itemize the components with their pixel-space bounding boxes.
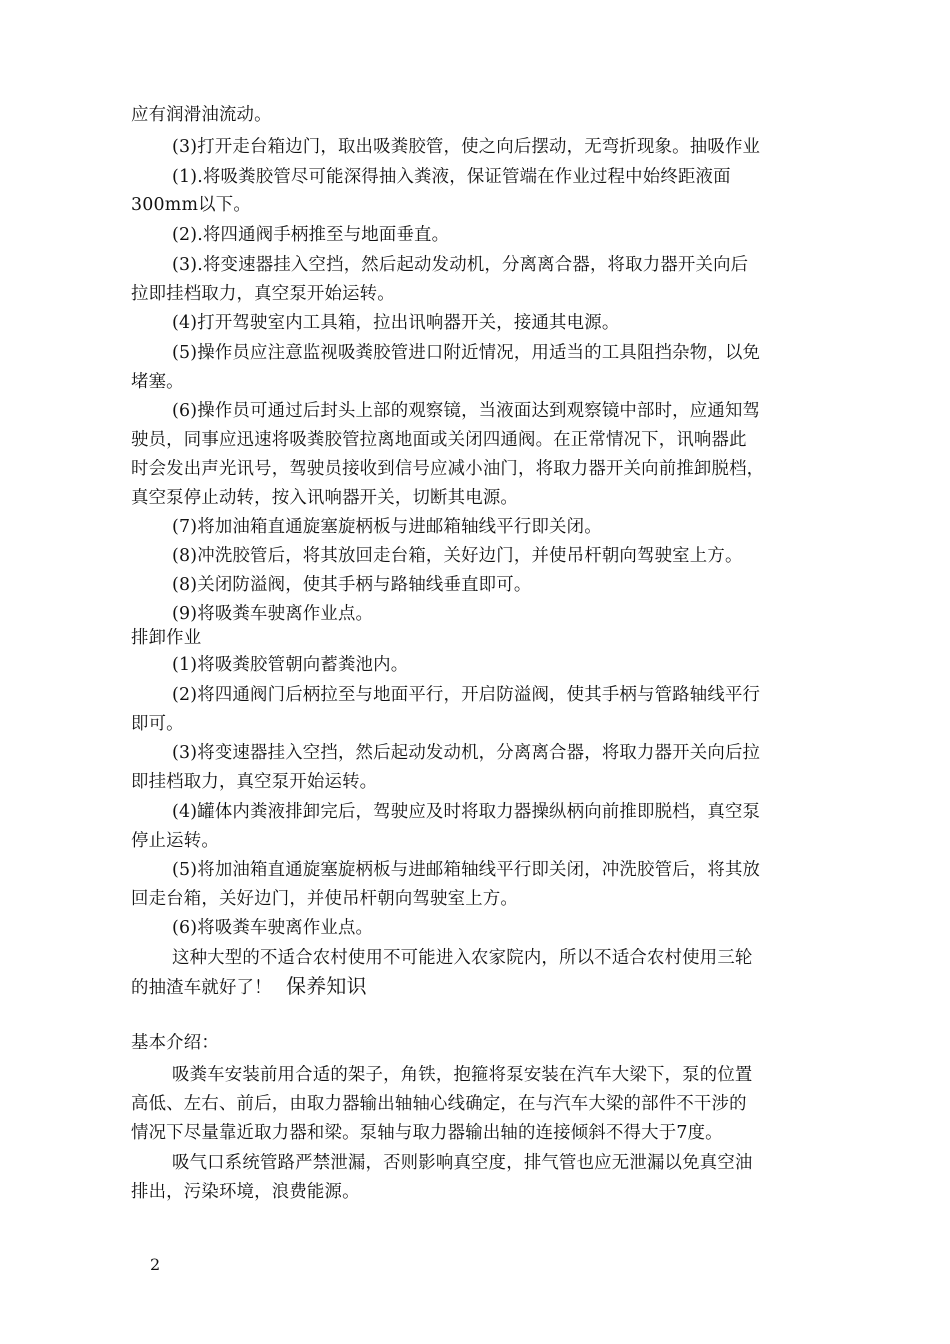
text-line: 时会发出声光讯号，驾驶员接收到信号应减小油门，将取力器开关向前推卸脱档， (131, 459, 765, 479)
text-line: (2)将四通阀门后柄拉至与地面平行，开启防溢阀，使其手柄与管路轴线平行 (172, 685, 761, 705)
text-line: 即挂档取力，真空泵开始运转。 (131, 772, 378, 792)
text-line: (1)将吸粪胶管朝向蓄粪池内。 (172, 655, 409, 675)
text-line: 应有润滑油流动。 (131, 105, 272, 125)
text-line: (1).将吸粪胶管尽可能深得抽入粪液，保证管端在作业过程中始终距液面 (172, 167, 731, 187)
text-line: (8)冲洗胶管后，将其放回走台箱，关好边门，并使吊杆朝向驾驶室上方。 (172, 546, 743, 566)
text-line: (6)将吸粪车驶离作业点。 (172, 918, 374, 938)
text-line: (9)将吸粪车驶离作业点。 (172, 604, 374, 624)
text-line: 回走台箱，关好边门，并使吊杆朝向驾驶室上方。 (131, 889, 518, 909)
text-line: 这种大型的不适合农村使用不可能进入农家院内，所以不适合农村使用三轮 (172, 948, 753, 968)
text-line: 吸气口系统管路严禁泄漏，否则影响真空度，排气管也应无泄漏以免真空油 (172, 1153, 753, 1173)
text-line: (5)将加油箱直通旋塞旋柄板与进邮箱轴线平行即关闭，冲洗胶管后，将其放 (172, 860, 761, 880)
text-line: (7)将加油箱直通旋塞旋柄板与进邮箱轴线平行即关闭。 (172, 517, 602, 537)
text-line: (3)打开走台箱边门，取出吸粪胶管，使之向后摆动，无弯折现象。抽吸作业 (172, 137, 761, 157)
text-line: 停止运转。 (131, 831, 219, 851)
text-line: 300mm以下。 (131, 195, 251, 215)
section-heading: 基本介绍： (131, 1033, 219, 1053)
text-line: 排出，污染环境，浪费能源。 (131, 1182, 360, 1202)
text-line: (3)将变速器挂入空挡，然后起动发动机，分离离合器，将取力器开关向后拉 (172, 743, 761, 763)
text-line: (2).将四通阀手柄推至与地面垂直。 (172, 225, 450, 245)
text-line: (6)操作员可通过后封头上部的观察镜，当液面达到观察镜中部时，应通知驾 (172, 401, 761, 421)
text-line: (3).将变速器挂入空挡，然后起动发动机，分离离合器，将取力器开关向后 (172, 255, 749, 275)
text-line: (4)打开驾驶室内工具箱，拉出讯响器开关，接通其电源。 (172, 313, 620, 333)
section-heading: 排卸作业 (131, 628, 202, 648)
text-line: 即可。 (131, 714, 184, 734)
text-line: 真空泵停止动转，按入讯响器开关，切断其电源。 (131, 488, 518, 508)
text-line: 驶员，同事应迅速将吸粪胶管拉离地面或关闭四通阀。在正常情况下，讯响器此 (131, 430, 747, 450)
text-line: 堵塞。 (131, 372, 184, 392)
text-line: (4)罐体内粪液排卸完后，驾驶应及时将取力器操纵柄向前推即脱档，真空泵 (172, 802, 761, 822)
section-heading: 保养知识 (286, 974, 367, 998)
text-line: 情况下尽量靠近取力器和梁。泵轴与取力器输出轴的连接倾斜不得大于7度。 (131, 1123, 723, 1143)
text-line: 拉即挂档取力，真空泵开始运转。 (131, 284, 395, 304)
text-line: (5)操作员应注意监视吸粪胶管进口附近情况，用适当的工具阻挡杂物，以免 (172, 343, 761, 363)
page-number: 2 (150, 1255, 161, 1274)
text-line: 吸粪车安装前用合适的架子，角铁，抱箍将泵安装在汽车大梁下，泵的位置 (172, 1065, 753, 1085)
text-line: 高低、左右、前后，由取力器输出轴轴心线确定，在与汽车大梁的部件不干涉的 (131, 1094, 747, 1114)
text-line: 的抽渣车就好了！ (131, 978, 272, 998)
text-line: (8)关闭防溢阀，使其手柄与路轴线垂直即可。 (172, 575, 532, 595)
